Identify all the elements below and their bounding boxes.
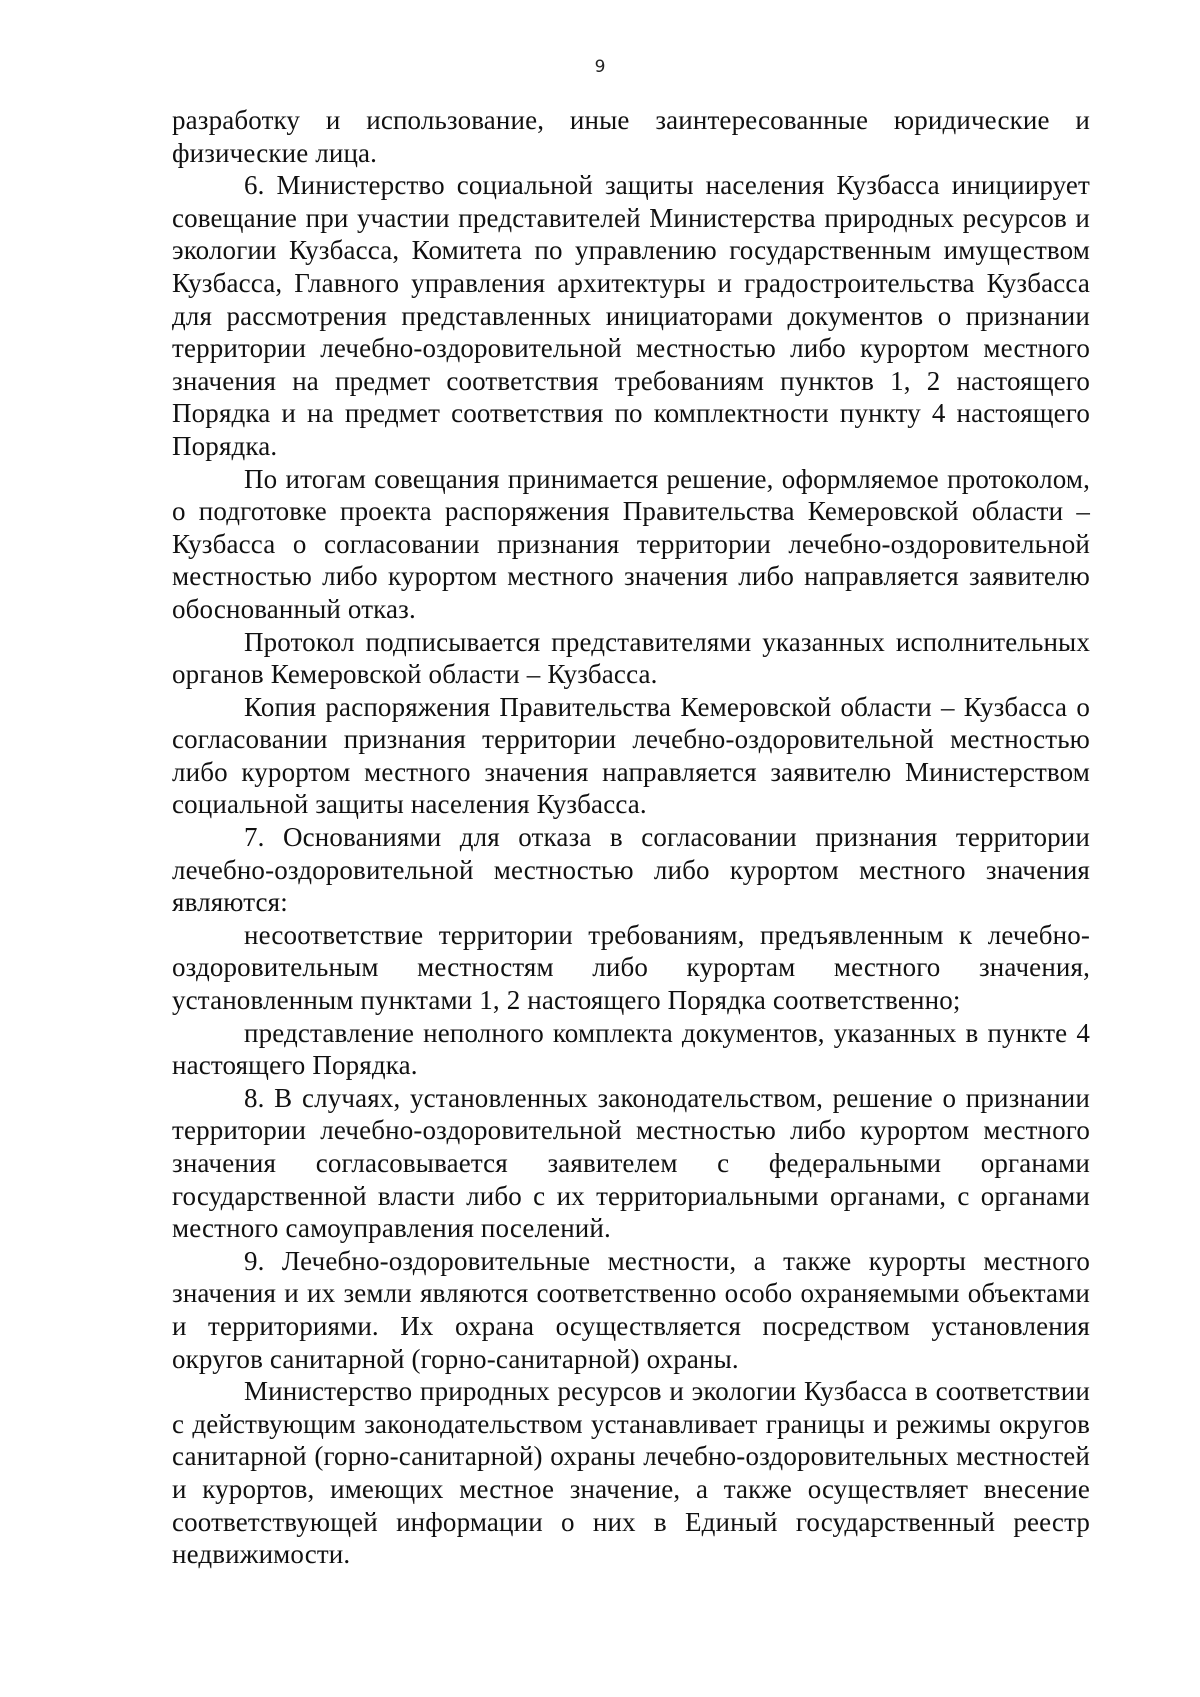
document-body — [172, 104, 1090, 1571]
page-number: 9 — [594, 57, 606, 77]
paragraph-continuation: разработку и использование, иные заинтересованные юридические и физические лица. — [172, 105, 1090, 168]
paragraph-item-7: 7. Основаниями для отказа в согласовании признания территории лечебно-оздоровительной местностью либо курортом местного значения являются: — [172, 822, 1090, 918]
paragraph-ministry-boundaries: Министерство природных ресурсов и экологии Кузбасса в соответствии с действующим законодательством устанавливает границы и режимы округов санитарной (горно-санитарной) охраны лечебно-оздоровительных местностей и курортов, имеющих местное значение, а также осуществляет внесение соответствующей информации о них в Единый государственный реестр недвижимости. — [172, 1376, 1090, 1570]
paragraph-meeting-result: По итогам совещания принимается решение, оформляемое протоколом, о подготовке проекта распоряжения Правительства Кемеровской области – Кузбасса о согласовании признания территории лечебно-оздоровительной местностью либо курортом местного значения либо направляется заявителю обоснованный отказ. — [172, 463, 1090, 624]
paragraph-protocol: Протокол подписывается представителями указанных исполнительных органов Кемеровской области – Кузбасса. — [172, 626, 1090, 690]
paragraph-item-9: 9. Лечебно-оздоровительные местности, а также курорты местного значения и их земли являются соответственно особо охраняемыми объектами и территориями. Их охрана осуществляется посредством установления округов санитарной (горно-санитарной) охраны. — [172, 1245, 1090, 1374]
paragraph-refusal-reason-1: несоответствие территории требованиям, предъявленным к лечебно-оздоровительным местностям либо курортам местного значения, установленным пунктами 1, 2 настоящего Порядка соответственно; — [172, 919, 1090, 1016]
paragraph-order-copy: Копия распоряжения Правительства Кемеровской области – Кузбасса о согласовании признания территории лечебно-оздоровительной местностью либо курортом местного значения направляется заявителю Министерством социальной защиты населения Кузбасса. — [172, 691, 1090, 820]
paragraph-item-8: 8. В случаях, установленных законодательством, решение о признании территории лечебно-оздоровительной местностью либо курортом местного значения согласовывается заявителем с федеральными органами государственной власти либо с их территориальными органами, с органами местного самоуправления поселений. — [172, 1082, 1090, 1244]
paragraph-item-6: 6. Министерство социальной защиты населения Кузбасса инициирует совещание при участии представителей Министерства природных ресурсов и экологии Кузбасса, Комитета по управлению государственным имуществом Кузбасса, Главного управления архитектуры и градостроительства Кузбасса для рассмотрения представленных инициаторами документов о признании территории лечебно-оздоровительной местностью либо курортом местного значения на предмет соответствия требованиям пунктов 1, 2 настоящего Порядка и на предмет соответствия по комплектности пункту 4 настоящего Порядка. — [172, 170, 1090, 461]
paragraph-refusal-reason-2: представление неполного комплекта документов, указанных в пункте 4 настоящего Порядка. — [172, 1017, 1090, 1081]
